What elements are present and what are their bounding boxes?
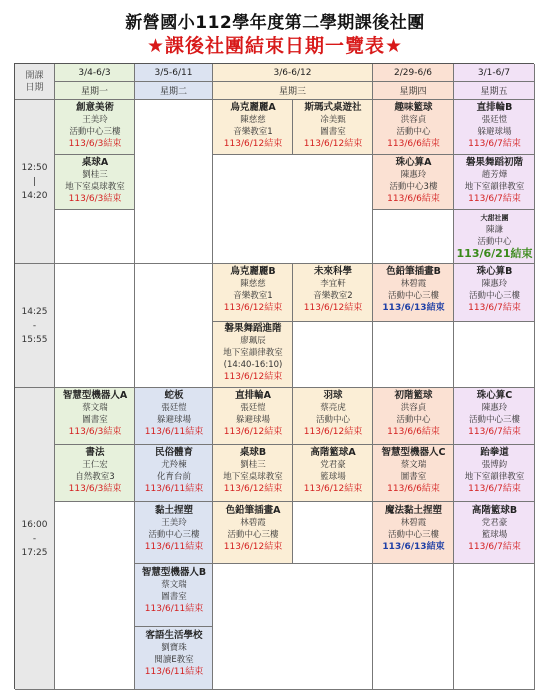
- course-room: 圖書室: [82, 415, 108, 425]
- course-end-date: 113/6/12結束: [223, 484, 283, 494]
- course-teacher: 廖珮辰: [240, 336, 266, 346]
- empty-cell: [135, 100, 213, 264]
- course-end-date: 113/6/12結束: [303, 139, 363, 149]
- course-end-date: 113/6/6結束: [387, 484, 440, 494]
- course-name: 智慧型機器人B: [141, 567, 207, 578]
- course-block: [213, 505, 293, 553]
- course-end-date: 113/6/11結束: [144, 604, 204, 614]
- course-room: 籃球場: [320, 472, 346, 482]
- course-block: [213, 390, 293, 438]
- course-room: 圖書室: [320, 127, 346, 137]
- time-end: 15:55: [21, 334, 48, 345]
- course-room: 活動中心三樓: [468, 415, 520, 425]
- course-name: 斯瑪式桌遊社: [304, 102, 362, 113]
- course-room: 活動中心: [315, 415, 350, 425]
- course-end-date: 113/6/11結束: [144, 427, 204, 437]
- course-block: [293, 266, 373, 314]
- course-name: 磐果舞蹈初階: [465, 157, 523, 168]
- course-block: [373, 157, 454, 205]
- time-start: 14:25: [21, 306, 48, 317]
- course-block: [135, 390, 213, 438]
- course-teacher: 党君豪: [320, 460, 346, 470]
- empty-cell: [135, 264, 213, 388]
- course-block: [55, 390, 135, 438]
- course-block: [373, 447, 454, 495]
- time-slot-2: [15, 264, 55, 388]
- header-range-thu: 2/29-6/6: [373, 64, 454, 82]
- course-block: [454, 157, 535, 205]
- header-range-wed: 3/6-6/12: [213, 64, 373, 82]
- empty-cell: [454, 322, 535, 388]
- time-start: 16:00: [21, 519, 48, 530]
- course-name: 創意美術: [75, 102, 114, 113]
- course-name: 黏土捏塑: [154, 505, 193, 516]
- course-block: [293, 390, 373, 438]
- course-block: [293, 102, 373, 150]
- time-start: 12:50: [21, 162, 48, 173]
- course-room: 躲避球場: [477, 127, 512, 137]
- course-name: 民俗體育: [154, 447, 193, 458]
- course-block: [454, 266, 535, 314]
- course-name: 羽球: [323, 390, 343, 401]
- course-teacher: 張博鈞: [481, 460, 508, 470]
- course-teacher: 王美玲: [161, 518, 187, 528]
- course-end-date: 113/6/7結束: [468, 484, 521, 494]
- time-slot-3: [15, 388, 55, 690]
- course-teacher: 洪容貞: [400, 403, 427, 413]
- empty-cell: [293, 502, 373, 564]
- course-end-date: 113/6/11結束: [144, 667, 204, 677]
- course-room: 音樂教室1: [233, 291, 273, 301]
- course-teacher: 陳慈慈: [240, 115, 266, 125]
- course-name: 未來科學: [313, 266, 352, 277]
- course-room: 地下室桌球教室: [65, 182, 125, 192]
- course-teacher: 陳惠玲: [400, 170, 427, 180]
- course-end-date: 113/6/3結束: [68, 139, 122, 149]
- course-end-date: 113/6/7結束: [468, 427, 521, 437]
- schedule-table: [14, 63, 534, 689]
- course-block: [213, 266, 293, 314]
- course-name: 初階籃球: [394, 390, 433, 401]
- empty-cell: [373, 564, 454, 690]
- empty-cell: [213, 155, 373, 264]
- course-end-date: 113/6/11結束: [144, 542, 204, 552]
- corner-label-1: 開課: [25, 70, 44, 81]
- course-end-date: 113/6/3結束: [68, 194, 122, 204]
- header-day-thu: 星期四: [373, 82, 454, 100]
- course-name: 蛇板: [164, 390, 184, 401]
- course-block: [135, 447, 213, 495]
- course-block: [135, 567, 213, 615]
- course-name: 智慧型機器人C: [381, 447, 446, 458]
- course-block: [55, 102, 135, 150]
- course-name: 珠心算C: [476, 390, 513, 401]
- course-room: 自然教室3: [75, 472, 115, 482]
- course-teacher: 陳惠玲: [481, 403, 508, 413]
- course-teacher: 劉桂三: [82, 170, 108, 180]
- course-end-date: 113/6/13結束: [382, 542, 445, 552]
- course-teacher: 張廷愷: [240, 403, 266, 413]
- course-name: 烏克麗麗A: [230, 102, 276, 113]
- course-room: 化育台前: [156, 472, 191, 482]
- course-end-date: 113/6/7結束: [468, 303, 521, 313]
- course-block: [213, 102, 293, 150]
- course-block: [213, 323, 293, 383]
- course-name: 直排輪B: [476, 102, 513, 113]
- course-name: 魔法黏土捏塑: [384, 505, 442, 516]
- course-room: 圖書室: [400, 472, 427, 482]
- course-end-date: 113/6/6結束: [387, 194, 440, 204]
- empty-cell: [454, 564, 535, 690]
- course-teacher: 林碧霞: [240, 518, 266, 528]
- course-name: 色鉛筆插畫A: [225, 505, 281, 516]
- course-room: 圖書室: [161, 592, 187, 602]
- course-teacher: 陳慈慈: [240, 279, 266, 289]
- course-end-date: 113/6/11結束: [144, 484, 204, 494]
- course-teacher: 林碧霞: [400, 279, 427, 289]
- course-room: 活動中心三樓: [148, 530, 200, 540]
- course-room: 活動中心三樓: [227, 530, 279, 540]
- course-teacher: 尤羚楝: [161, 460, 187, 470]
- course-name: 高階籃球A: [310, 447, 356, 458]
- course-name: 書法: [85, 447, 105, 458]
- course-room: 活動中心三樓: [468, 291, 520, 301]
- course-block: [454, 390, 535, 438]
- course-end-date: 113/6/12結束: [223, 139, 283, 149]
- course-name: 烏克麗麗B: [230, 266, 276, 277]
- course-end-date: 113/6/12結束: [303, 303, 363, 313]
- empty-cell: [55, 502, 135, 690]
- course-teacher: 張廷愷: [481, 115, 508, 125]
- course-end-date: 113/6/7結束: [468, 194, 521, 204]
- course-room: 地下室韻律教室: [464, 472, 525, 482]
- time-separator: -: [32, 320, 37, 331]
- header-range-mon: 3/4-6/3: [55, 64, 135, 82]
- corner-label-2: 日期: [25, 82, 44, 93]
- course-end-date: 113/6/3結束: [68, 484, 122, 494]
- course-teacher: 王美玲: [82, 115, 108, 125]
- course-end-date: 113/6/12結束: [223, 542, 283, 552]
- course-name: 磐果舞蹈進階: [224, 323, 282, 334]
- course-end-date: 113/6/3結束: [68, 427, 122, 437]
- empty-cell: [373, 322, 454, 388]
- course-block: [135, 630, 213, 678]
- course-room: 地下室韻律教室: [464, 182, 525, 192]
- course-teacher: 蔡文瑞: [161, 580, 187, 590]
- document-title: 新營國小112學年度第二學期課後社團: [125, 13, 425, 33]
- course-room: 躲避球場: [156, 415, 191, 425]
- time-slot-1: [15, 100, 55, 264]
- course-name: 桌球A: [81, 157, 109, 168]
- course-block: [373, 390, 454, 438]
- course-end-date: 113/6/12結束: [303, 484, 363, 494]
- course-teacher: 張廷愷: [161, 403, 187, 413]
- course-teacher: 洪容貞: [400, 115, 427, 125]
- course-name: 趣味籃球: [394, 102, 433, 113]
- course-room: 籃球場: [481, 530, 508, 540]
- course-block: [373, 505, 454, 553]
- empty-cell: [55, 210, 135, 264]
- header-day-tue: 星期二: [135, 82, 213, 100]
- course-block: [55, 447, 135, 495]
- course-teacher: 党君豪: [481, 518, 508, 528]
- document-subtitle: ★課後社團結束日期一覽表★: [146, 35, 404, 57]
- course-room: 活動中心: [477, 237, 512, 247]
- course-room: 活動中心: [396, 127, 431, 137]
- course-end-date: 113/6/13結束: [382, 303, 445, 313]
- course-block: [454, 102, 535, 150]
- course-teacher: 蔡文瑞: [400, 460, 427, 470]
- course-block: [135, 505, 213, 553]
- course-teacher: 陳謙: [485, 225, 503, 235]
- course-end-date: 113/6/12結束: [223, 427, 283, 437]
- course-teacher: 趙芳燁: [481, 170, 508, 180]
- course-block: [454, 505, 535, 553]
- empty-cell: [373, 210, 454, 264]
- course-room: 音樂教室1: [233, 127, 273, 137]
- course-block: [454, 447, 535, 495]
- course-end-date: 113/6/12結束: [303, 427, 363, 437]
- course-room: 活動中心3樓: [389, 182, 438, 192]
- course-name: 桌球B: [239, 447, 267, 458]
- course-end-date: 113/6/7結束: [468, 542, 521, 552]
- course-block: [293, 447, 373, 495]
- course-name: 珠心算B: [476, 266, 513, 277]
- course-name: 大甜社團: [480, 214, 509, 222]
- course-teacher: 陳惠玲: [481, 279, 508, 289]
- course-room: 音樂教室2: [313, 291, 353, 301]
- course-end-date: 113/6/21結束: [456, 247, 533, 260]
- course-block: [55, 157, 135, 205]
- course-teacher: 李宜軒: [320, 279, 346, 289]
- course-name: 色鉛筆插畫B: [386, 266, 441, 277]
- empty-cell: [213, 564, 373, 690]
- course-teacher: 林碧霞: [400, 518, 427, 528]
- course-room: 活動中心三樓: [387, 530, 439, 540]
- header-day-wed: 星期三: [213, 82, 373, 100]
- header-day-mon: 星期一: [55, 82, 135, 100]
- header-range-tue: 3/5-6/11: [135, 64, 213, 82]
- course-end-date: 113/6/7結束: [468, 139, 521, 149]
- course-teacher: 蔡文瑞: [82, 403, 108, 413]
- course-teacher: 王仁宏: [82, 460, 108, 470]
- time-end: 17:25: [21, 547, 48, 558]
- course-teacher: 劉寶珠: [161, 643, 187, 653]
- course-teacher: 蔡亮虎: [320, 403, 346, 413]
- corner-header: [15, 64, 55, 100]
- course-room: 躲避球場: [235, 415, 270, 425]
- course-end-date: 113/6/6結束: [387, 139, 440, 149]
- course-block: [373, 266, 454, 314]
- time-end: 14:20: [21, 190, 48, 201]
- time-separator: -: [32, 533, 37, 544]
- course-name: 珠心算A: [395, 157, 432, 168]
- course-time-note: (14:40-16:10): [223, 360, 283, 370]
- course-room: 地下室韻律教室: [223, 348, 283, 358]
- course-name: 跆拳道: [480, 447, 509, 458]
- course-name: 智慧型機器人A: [62, 390, 128, 401]
- header-day-fri: 星期五: [454, 82, 535, 100]
- course-teacher: 劉桂三: [240, 460, 266, 470]
- course-end-date: 113/6/12結束: [223, 372, 283, 382]
- course-end-date: 113/6/6結束: [387, 427, 440, 437]
- course-end-date: 113/6/12結束: [223, 303, 283, 313]
- course-room: 地下室桌球教室: [223, 472, 283, 482]
- course-teacher: 凃美甄: [320, 115, 346, 125]
- course-block: [213, 447, 293, 495]
- empty-cell: [55, 264, 135, 388]
- course-room: 閱讀E教室: [154, 655, 194, 665]
- course-name: 直排輪A: [235, 390, 271, 401]
- course-block: [373, 102, 454, 150]
- course-name: 客語生活學校: [145, 630, 203, 641]
- course-room: 活動中心三樓: [69, 127, 121, 137]
- course-block: [454, 212, 535, 260]
- header-range-fri: 3/1-6/7: [454, 64, 535, 82]
- empty-cell: [293, 322, 373, 388]
- course-name: 高階籃球B: [471, 505, 518, 516]
- course-room: 活動中心三樓: [387, 291, 439, 301]
- course-room: 活動中心: [396, 415, 431, 425]
- time-separator: |: [32, 176, 37, 187]
